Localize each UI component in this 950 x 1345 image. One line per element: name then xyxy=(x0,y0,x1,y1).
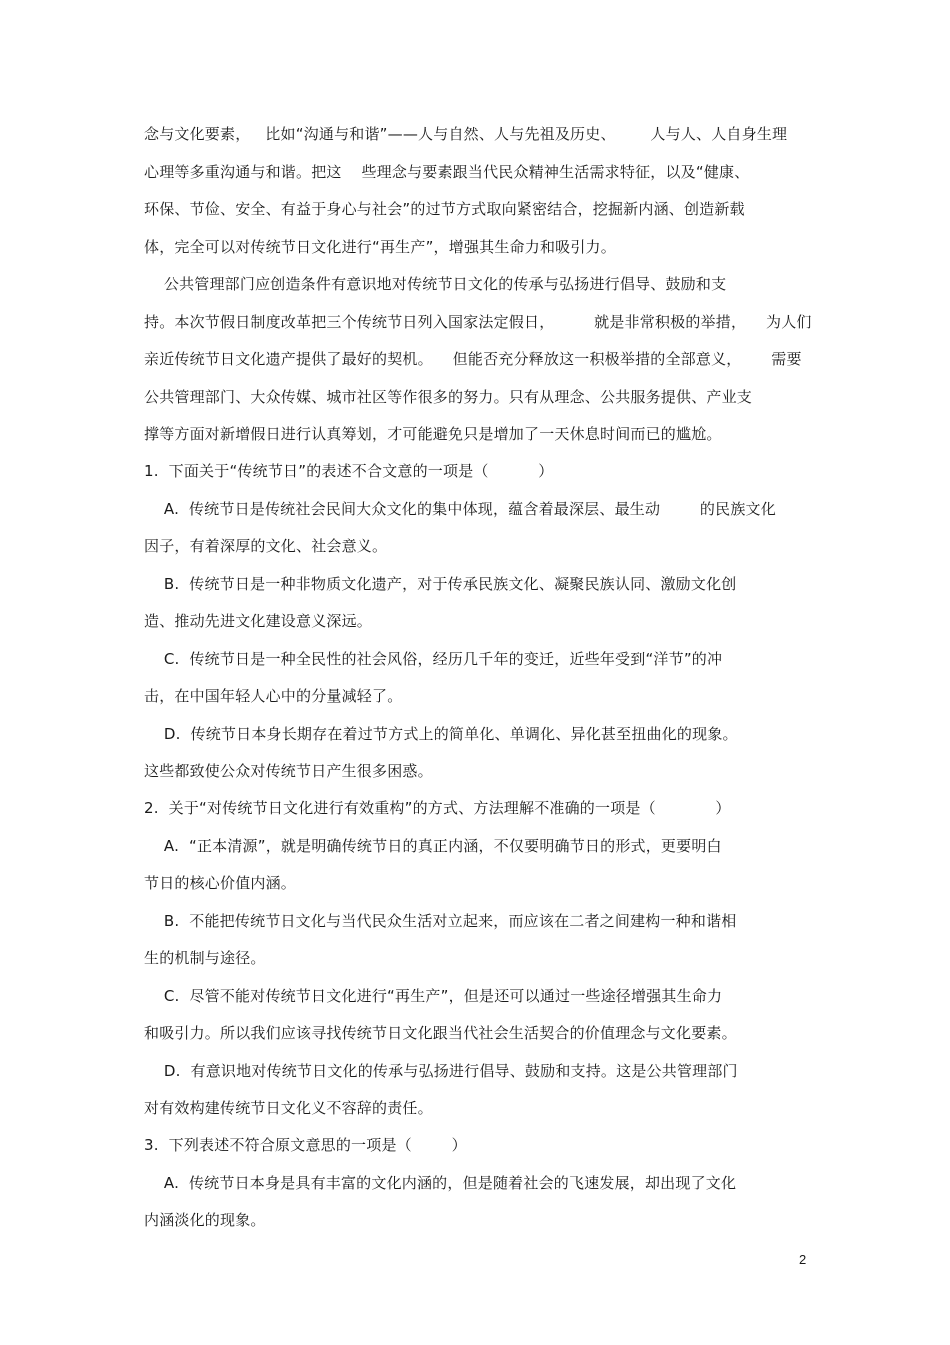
text-line: 心理等多重沟通与和谐。把这 些理念与要素跟当代民众精神生活需求特征，以及“健康、 xyxy=(144,163,750,181)
text-line: 环保、节俭、安全、有益于身心与社会”的过节方式取向紧密结合，挖掘新内涵、创造新载 xyxy=(144,200,745,218)
text-line: 念与文化要素， 比如“沟通与和谐”——人与自然、人与先祖及历史、 人与人、人自身生理 xyxy=(144,125,788,143)
text-line: 公共管理部门、大众传媒、城市社区等作很多的努力。只有从理念、公共服务提供、产业支 xyxy=(144,388,753,406)
text-line: 生的机制与途径。 xyxy=(144,949,266,967)
option-1c: C. 传统节日是一种全民性的社会风俗，经历几千年的变迁，近些年受到“洋节”的冲 xyxy=(144,650,723,668)
text-line: 节日的核心价值内涵。 xyxy=(144,874,297,892)
text-line: 造、推动先进文化建设意义深远。 xyxy=(144,612,373,630)
text-line: 体，完全可以对传统节日文化进行“再生产”，增强其生命力和吸引力。 xyxy=(144,238,616,256)
text-line: 击，在中国年轻人心中的分量减轻了。 xyxy=(144,687,403,705)
option-1a: A. 传统节日是传统社会民间大众文化的集中体现，蕴含着最深层、最生动 的民族文化 xyxy=(144,500,776,518)
text-line: 因子，有着深厚的文化、社会意义。 xyxy=(144,537,388,555)
page-number: 2 xyxy=(799,1252,807,1267)
question-1: 1. 下面关于“传统节日”的表述不合文意的一项是（ ） xyxy=(144,462,554,480)
option-1d: D. 传统节日本身长期存在着过节方式上的简单化、单调化、异化甚至扭曲化的现象。 xyxy=(144,725,738,743)
text-line: 撑等方面对新增假日进行认真筹划，才可能避免只是增加了一天休息时间而已的尴尬。 xyxy=(144,425,722,443)
text-line: 公共管理部门应创造条件有意识地对传统节日文化的传承与弘扬进行倡导、鼓励和支 xyxy=(144,275,727,293)
text-line: 亲近传统节日文化遗产提供了最好的契机。 但能否充分释放这一积极举措的全部意义， 需要 xyxy=(144,350,802,368)
text-line: 持。本次节假日制度改革把三个传统节日列入国家法定假日， 就是非常积极的举措， 为人们 xyxy=(144,313,812,331)
text-line: 和吸引力。所以我们应该寻找传统节日文化跟当代社会生活契合的价值理念与文化要素。 xyxy=(144,1024,737,1042)
option-2b: B. 不能把传统节日文化与当代民众生活对立起来，而应该在二者之间建构一种和谐相 xyxy=(144,912,737,930)
option-3a: A. 传统节日本身是具有丰富的文化内涵的，但是随着社会的飞速发展，却出现了文化 xyxy=(144,1174,737,1192)
question-3: 3. 下列表述不符合原文意思的一项是（ ） xyxy=(144,1136,467,1154)
option-1b: B. 传统节日是一种非物质文化遗产，对于传承民族文化、凝聚民族认同、激励文化创 xyxy=(144,575,737,593)
option-2d: D. 有意识地对传统节日文化的传承与弘扬进行倡导、鼓励和支持。这是公共管理部门 xyxy=(144,1062,738,1080)
question-2: 2. 关于“对传统节日文化进行有效重构”的方式、方法理解不准确的一项是（ ） xyxy=(144,799,731,817)
text-line: 对有效构建传统节日文化义不容辞的责任。 xyxy=(144,1099,433,1117)
text-line: 这些都致使公众对传统节日产生很多困惑。 xyxy=(144,762,433,780)
text-line: 内涵淡化的现象。 xyxy=(144,1211,266,1229)
option-2c: C. 尽管不能对传统节日文化进行“再生产”，但是还可以通过一些途径增强其生命力 xyxy=(144,987,723,1005)
option-2a: A. “正本清源”，就是明确传统节日的真正内涵，不仅要明确节日的形式，更要明白 xyxy=(144,837,722,855)
